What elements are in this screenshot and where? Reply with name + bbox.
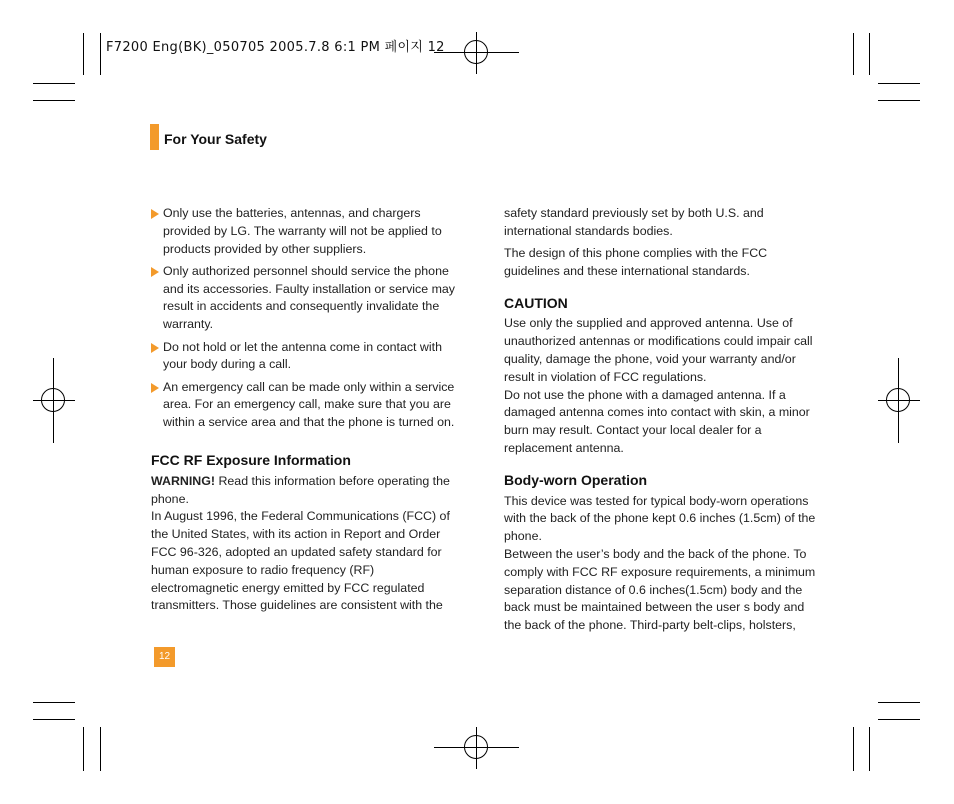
crop-mark <box>33 100 75 101</box>
continuation-paragraph: safety standard previously set by both U.S. and international standards bodies. <box>504 206 764 238</box>
crop-mark <box>878 83 920 84</box>
crop-mark <box>100 33 101 75</box>
body-worn-paragraph: This device was tested for typical body-worn operations with the back of the phone kept 0.6 inches (1.5cm) of the phone. <box>504 493 816 544</box>
crop-mark <box>869 33 870 75</box>
caution-paragraph: Do not use the phone with a damaged antenna. If a damaged antenna comes into contact with skin, a minor burn may result. Contact your local dealer for a replacement antenna. <box>504 387 810 456</box>
bullet-item <box>151 339 463 375</box>
crop-mark <box>33 719 75 720</box>
warning-label: WARNING! <box>151 473 216 488</box>
crop-mark <box>33 702 75 703</box>
bullet-item <box>151 379 463 432</box>
fcc-heading: FCC RF Exposure Information <box>151 452 351 469</box>
crop-mark <box>853 33 854 75</box>
body-worn-heading: Body-worn Operation <box>504 471 648 488</box>
crop-mark <box>878 719 920 720</box>
fcc-paragraph: In August 1996, the Federal Communications (FCC) of the United States, with its action in Report and Order FCC 96-326, adopted an updated safety standard for human exposure to radio frequency (RF) electromagnetic energy emitted by FCC regulated transmitters. Those guidelines are consistent with the <box>151 509 450 613</box>
crop-mark <box>83 33 84 75</box>
bullet-text: Do not hold or let the antenna come in contact with your body during a call. <box>163 339 442 372</box>
right-column <box>504 205 816 635</box>
warning-paragraph <box>151 473 463 509</box>
caution-paragraph: Use only the supplied and approved antenna. Use of unauthorized antennas or modifications could impair call quality, damage the phone, void your warranty and/or result in violation of FCC regulations. <box>504 316 813 384</box>
bullet-text: An emergency call can be made only within a service area. For an emergency call, make sure that you are within a service area and that the phone is turned on. <box>163 379 455 430</box>
bullet-text: Only authorized personnel should service the phone and its accessories. Faulty installation or service may result in accidents and consequently invalidate the warranty. <box>163 263 455 332</box>
section-accent-bar <box>150 124 159 150</box>
crop-mark <box>33 83 75 84</box>
registration-mark <box>41 388 65 412</box>
left-column <box>151 205 463 615</box>
section-title: For Your Safety <box>164 131 267 147</box>
bullet-text: Only use the batteries, antennas, and chargers provided by LG. The warranty will not be applied to products provided by other suppliers. <box>163 206 442 256</box>
arrow-bullet-icon <box>151 209 159 219</box>
warning-text: Read this information before operating the phone. <box>151 473 450 506</box>
design-paragraph: The design of this phone complies with the FCC guidelines and these international standards. <box>504 246 768 278</box>
print-slug: F7200 Eng(BK)_050705 2005.7.8 6:1 PM 페이지 12 <box>106 40 445 55</box>
crop-mark <box>853 727 854 771</box>
crop-mark <box>878 702 920 703</box>
crop-mark <box>100 727 101 771</box>
crop-mark <box>869 727 870 771</box>
bullet-item <box>151 263 463 334</box>
body-worn-paragraph: Between the user’s body and the back of the phone. To comply with FCC RF exposure requirements, a minimum separation distance of 0.6 inches(1.5cm) body and the back must be maintained between the user s body and the back of the phone. Third-party belt-clips, holsters, <box>504 547 816 633</box>
page-number: 12 <box>154 647 175 667</box>
crop-mark <box>878 100 920 101</box>
arrow-bullet-icon <box>151 343 159 353</box>
bullet-item <box>151 205 463 258</box>
crop-mark <box>83 727 84 771</box>
arrow-bullet-icon <box>151 383 159 393</box>
caution-heading: CAUTION <box>504 294 568 311</box>
arrow-bullet-icon <box>151 267 159 277</box>
registration-mark <box>464 40 488 64</box>
registration-mark <box>886 388 910 412</box>
registration-mark <box>464 735 488 759</box>
